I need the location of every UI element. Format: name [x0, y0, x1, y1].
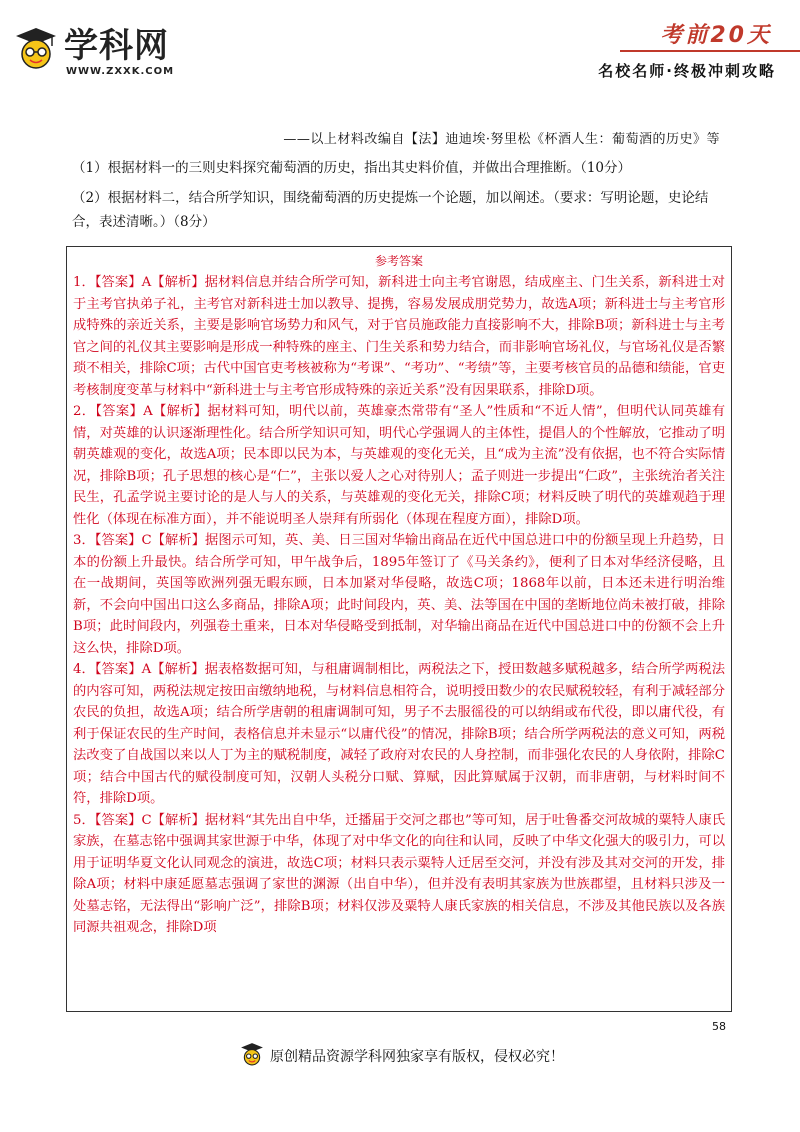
page-number: 58 — [712, 1020, 726, 1033]
material-source: ——以上材料改编自【法】迪迪埃·努里松《杯酒人生：葡萄酒的历史》等 — [283, 132, 720, 147]
banner-divider — [620, 50, 800, 52]
footer-logo-icon — [240, 1042, 264, 1066]
answer-list — [67, 270, 731, 939]
footer — [240, 1042, 640, 1072]
question-2: （2）根据材料二，结合所学知识，围绕葡萄酒的历史提炼一个论题，加以阐述。（要求：写明论题，史论结合，表述清晰。）（8分） — [72, 190, 709, 230]
banner-subtitle: 名校名师·终极冲刺攻略 — [598, 62, 776, 80]
question-1: （1）根据材料一的三则史料探究葡萄酒的历史，指出其史料价值，并做出合理推断。（10分） — [72, 160, 632, 176]
logo-text: 学科网 — [64, 26, 169, 66]
logo-face-icon — [14, 26, 58, 70]
answer-box-title: 参考答案 — [374, 254, 423, 268]
answer-item-2: 2．【答案】A【解析】据材料可知，明代以前，英雄豪杰常带有“圣人”性质和“不近人情”，但明代认同英雄有情，对英雄的认识逐渐理性化。结合所学知识可知，明代心学强调人的主体性，提倡人的个性解放，它推动了明朝英雄观的变化，故选A项；民本即以民为本，与英雄观的变化无关，且“成为主流”没有依据，也不符合实际情况，排除B项；孔子思想的核心是“仁”，主张以爱人之心对待别人；孟子则进一步提出“仁政”，主张统治者关注民生，孔孟学说主要讨论的是人与人的关系，与英雄观的变化无关，排除C项；材料反映了明代的英雄观趋于理性化（体现在标准方面），并不能说明圣人崇拜有所弱化（体现在程度方面），排除D项。 — [73, 404, 725, 527]
answer-item-5: 5．【答案】C【解析】据材料“其先出自中华，迁播届于交河之郡也”等可知，居于吐鲁番交河故城的粟特人康氏家族，在墓志铭中强调其家世源于中华，体现了对中华文化的向往和认同，反映了中华文化强大的吸引力，可以用于证明华夏文化认同观念的演进，故选C项；材料只表示粟特人迁居至交河，并没有涉及其对交河的开发，排除A项；材料中康延愿墓志强调了家世的渊源（出自中华），但并没有表明其家族为世族郡望，且材料只涉及一处墓志铭，无法得出“影响广泛”，排除B项；材料仅涉及粟特人康氏家族的相关信息，不涉及其他民族以及各族同源共祖观念，排除D项 — [73, 812, 725, 935]
banner-title: 考前20天 — [660, 23, 772, 48]
footer-copyright: 原创精品资源学科网独家享有版权，侵权必究！ — [270, 1049, 564, 1065]
answer-item-3: 3．【答案】C【解析】据图示可知，英、美、日三国对华输出商品在近代中国总进口中的份额呈现上升趋势，日本的份额上升最快。结合所学可知，甲午战争后，1895年签订了《马关条约》，便利了日本对华经济侵略，且在一战期间，英国等欧洲列强无暇东顾，日本加紧对华侵略，故选C项；1868年以前，日本还未进行明治维新，不会向中国出口这么多商品，排除A项；此时间段内，英、美、法等国在中国的垄断地位尚未被打破，排除B项；此时间段内，列强卷土重来，日本对华侵略受到抵制，对华输出商品在近代中国总进口中的份额不会上升这么快，排除D项。 — [73, 533, 725, 656]
answer-item-1: 1．【答案】A【解析】据材料信息并结合所学可知，新科进士向主考官谢恩，结成座主、门生关系，新科进士对于主考官执弟子礼，主考官对新科进士加以教导、提携，容易发展成朋党势力，故选A项；新科进士与主考官形成特殊的亲近关系，主要是影响官场势力和风气，对于官员施政能力直接影响不大，排除B项；新科进士与主考官之间的礼仪其主要影响是形成一种特殊的座主、门生关系和势力结合，而非影响官场礼仪，与官场礼仪是否繁琐不相关，排除C项；古代中国官吏考核被称为“考课”、“考功”、“考绩”等，主要考核官员的品德和绩能，官吏考核制度变革与材料中“新科进士与主考官形成特殊的亲近关系”没有因果联系，排除D项。 — [73, 275, 725, 398]
answer-box — [66, 246, 732, 1012]
logo-url: WWW.ZXXK.COM — [66, 66, 175, 77]
site-logo — [12, 14, 175, 84]
answer-item-4: 4．【答案】A【解析】据表格数据可知，与租庸调制相比，两税法之下，授田数越多赋税越多，结合所学两税法的内容可知，两税法规定按田亩缴纳地税，与材料信息相符合，说明授田数少的农民赋税较轻，有利于减轻部分农民的负担，故选A项；结合所学唐朝的租庸调制可知，男子不去服徭役的可以纳绢或布代役，即以庸代役，有利于保证农民的生产时间，表格信息并未显示“以庸代役”的情况，排除B项；结合所学两税法的意义可知，两税法改变了自战国以来以人丁为主的赋税制度，减轻了政府对农民的人身控制，而非强化农民的人身依附，排除C项；结合中国古代的赋役制度可知，汉朝人头税分口赋、算赋，因此算赋属于汉朝，而非唐朝，与材料时间不符，排除D项。 — [73, 662, 725, 806]
